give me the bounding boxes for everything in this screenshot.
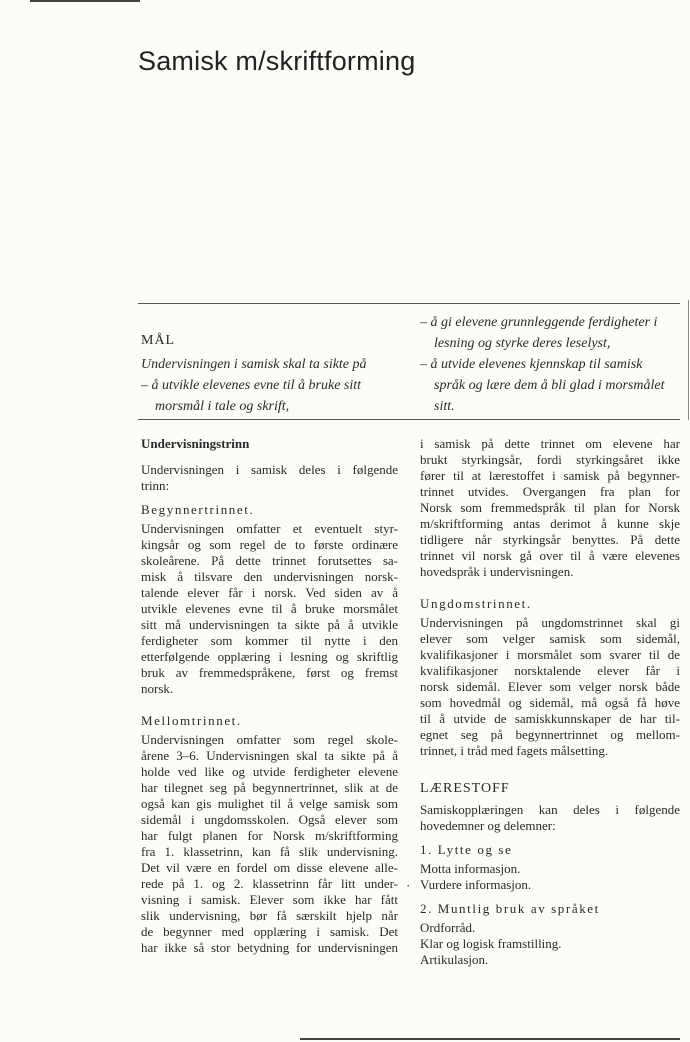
text-line: misk å tilsvare den undervisningen norsk- <box>141 569 398 584</box>
subsection-title-begynner: Begynnertrinnet. <box>141 502 255 517</box>
text-line: har fulgt planen for Norsk m/skriftforming <box>141 828 398 843</box>
text-line: Vurdere informasjon. <box>420 877 532 892</box>
text-line: talende elever får i norsk. Ved siden av å <box>141 585 398 600</box>
text-line: sitt må undervisningen ta sikte på å utvikle <box>141 617 398 632</box>
larestoff-heading: LÆRESTOFF <box>420 781 510 796</box>
goals-right-block <box>420 312 680 417</box>
text-line: bruk av fremmedspråkene, først og fremst <box>141 665 398 680</box>
text-line: Undervisningen omfatter som regel skole- <box>141 732 398 747</box>
text-line: kingsår og som regel de to første ordinære <box>141 537 398 552</box>
text-line: holde ved like og utvide ferdigheter elevene <box>141 764 398 779</box>
text-line: brukt styrkingsår, fordi styrkingsåret ikke <box>420 452 680 467</box>
goals-label: MÅL <box>141 333 176 348</box>
text-line: hovedemner og delemner: <box>420 818 556 833</box>
text-line: har ikke så stor betydning for undervisningen <box>141 940 398 955</box>
top-edge-mark <box>30 0 140 2</box>
text-line: Undervisningen på ungdomstrinnet skal gi <box>420 615 680 630</box>
text-line: norsk. <box>141 681 174 696</box>
section-heading: Undervisningstrinn <box>141 436 250 451</box>
text-line: skoleårene. På dette trinnet forutsettes sa- <box>141 553 398 568</box>
text-line: også kan gis mulighet til å velge samisk som <box>141 796 398 811</box>
text-line: i samisk på dette trinnet om elevene har <box>420 436 680 451</box>
subsection-title-ungdom: Ungdomstrinnet. <box>420 596 532 611</box>
text-line: sidemål i ungdomsskolen. Også elever som <box>141 812 398 827</box>
text-line: hovedspråk i undervisningen. <box>420 564 574 579</box>
text-line: Motta informasjon. <box>420 861 521 876</box>
text-line: Undervisningen i samisk deles i følgende <box>141 462 398 477</box>
text-line: fra 1. klassetrinn, kan få slik undervisning. <box>141 844 398 859</box>
text-line: Norsk som fremmedspråk til plan for Norsk <box>420 500 680 515</box>
goal-line: lesning og styrke deres leselyst, <box>434 336 611 351</box>
text-line: Klar og logisk framstilling. <box>420 936 562 951</box>
text-line: Artikulasjon. <box>420 952 489 967</box>
text-line: m/skriftforming antas derimot å kunne skje <box>420 516 680 531</box>
topic-1-title: 1. Lytte og se <box>420 842 513 857</box>
top-rule <box>138 303 680 304</box>
text-line: trinn: <box>141 478 170 493</box>
text-line: rede på 1. og 2. klassetrinn får litt under- <box>141 876 398 891</box>
text-line: Ordforråd. <box>420 920 476 935</box>
text-line: de begynner med opplæring i samisk. Det <box>141 924 398 939</box>
goal-line: Undervisningen i samisk skal ta sikte på <box>141 357 367 372</box>
text-line: har tilegnet seg på begynnertrinnet, slik at de <box>141 780 398 795</box>
text-line: egnet seg på begynnertrinnet og mellom- <box>420 727 680 742</box>
text-line: som hovedmål og sidemål, må også få høve <box>420 695 680 710</box>
text-line: elever som velger samisk som sidemål, <box>420 631 680 646</box>
goals-left-block <box>141 354 396 417</box>
right-column <box>420 436 680 968</box>
text-line: slik undervisning, bør få særskilt hjelp når <box>141 908 398 923</box>
goal-line: sitt. <box>434 399 455 414</box>
text-line: tidligere når styrkingsår benyttes. På dette <box>420 532 680 547</box>
text-line: etterfølgende opplæring i lesning og skriftlig <box>141 649 398 664</box>
margin-dot: · <box>406 878 411 893</box>
subsection-title-mellom: Mellomtrinnet. <box>141 713 242 728</box>
text-line: kvalifikasjoner i morsmålet som svarer til de <box>420 647 680 662</box>
right-edge-rule <box>688 300 689 420</box>
text-line: norsk sidemål. Elever som velger norsk både <box>420 679 680 694</box>
text-line: Det vil være en fordel om disse elevene alle- <box>141 860 398 875</box>
page-title: Samisk m/skriftforming <box>138 46 416 76</box>
text-line: trinnet vil norsk gå over til å være elevenes <box>420 548 680 563</box>
goal-line: – å gi elevene grunnleggende ferdigheter i <box>420 315 658 330</box>
goal-line: morsmål i tale og skrift, <box>155 399 290 414</box>
goal-line: språk og lære dem å bli glad i morsmålet <box>434 378 665 393</box>
middle-rule <box>138 419 680 420</box>
text-line: visning i samisk. Elever som ikke har fått <box>141 892 398 907</box>
left-column <box>141 436 398 956</box>
text-line: ferdigheter som kommer til nytte i den <box>141 633 398 648</box>
goal-line: – å utvide elevenes kjennskap til samisk <box>420 357 643 372</box>
text-line: Samiskopplæringen kan deles i følgende <box>420 802 680 817</box>
text-line: trinnet utvides. Overgangen fra plan for <box>420 484 680 499</box>
text-line: trinnet, i tråd med fagets målsetting. <box>420 743 609 758</box>
topic-2-title: 2. Muntlig bruk av språket <box>420 901 600 916</box>
text-line: Undervisningen omfatter et eventuelt styr- <box>141 521 398 536</box>
goal-line: – å utvikle elevenes evne til å bruke sitt <box>141 378 362 393</box>
text-line: fører til at lærestoffet i samisk på begynner- <box>420 468 680 483</box>
text-line: til å utvide de samiskkunnskaper de har til- <box>420 711 680 726</box>
bottom-edge-mark <box>300 1038 680 1040</box>
text-line: kvalifikasjoner norsktalende elever får i <box>420 663 680 678</box>
text-line: årene 3–6. Undervisningen skal ta sikte på å <box>141 748 398 763</box>
text-line: utvikle elevenes evne til å bruke morsmålet <box>141 601 398 616</box>
